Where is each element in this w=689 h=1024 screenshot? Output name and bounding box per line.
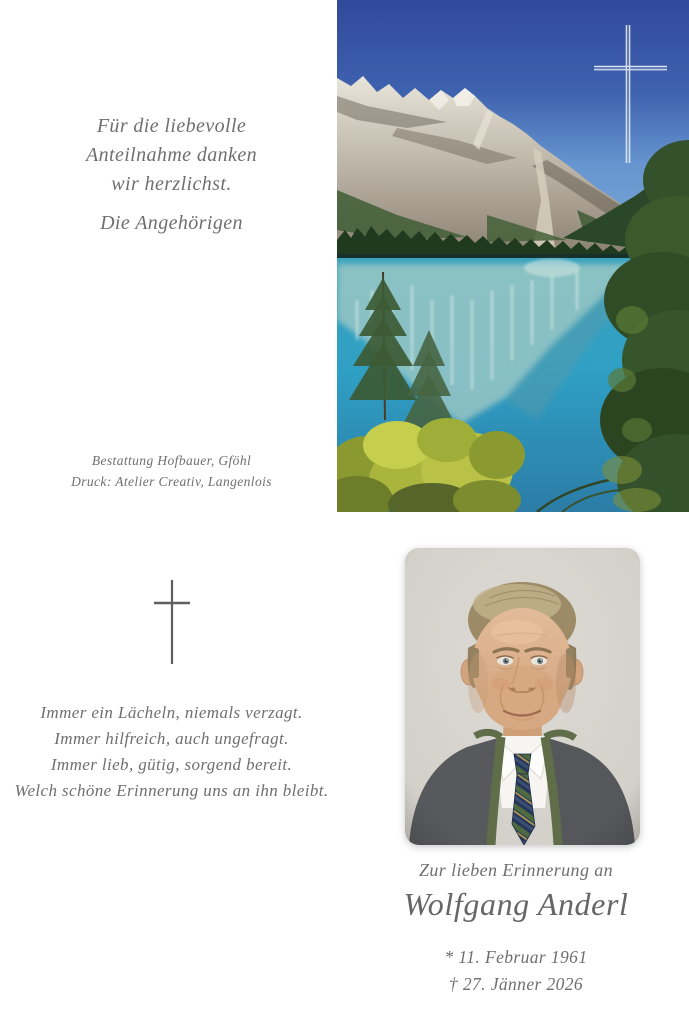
poem-block <box>0 700 343 804</box>
portrait-photo <box>405 548 640 845</box>
thanks-block <box>0 112 343 238</box>
lake-scene <box>337 0 689 512</box>
poem-line: Immer lieb, gütig, sorgend bereit. <box>50 755 293 774</box>
death-date: † 27. Jänner 2026 <box>448 974 584 994</box>
poem-line: Immer ein Lächeln, niemals verzagt. <box>40 703 303 722</box>
imprint-block <box>0 450 343 492</box>
thanks-line: Anteilnahme danken <box>85 144 258 166</box>
lake-photo <box>337 0 689 512</box>
portrait-scene <box>405 548 640 845</box>
memorial-block <box>347 860 685 998</box>
poem-line: Immer hilfreich, auch ungefragt. <box>54 729 289 748</box>
memorial-intro: Zur lieben Erinnerung an <box>418 860 614 880</box>
thanks-line: wir herzlichst. <box>111 173 232 195</box>
thanks-signature: Die Angehörigen <box>100 212 243 234</box>
memorial-cross-icon <box>152 576 192 668</box>
deceased-name: Wolfgang Anderl <box>403 886 629 922</box>
thanks-line: Für die liebevolle <box>96 115 247 137</box>
life-dates <box>347 944 685 998</box>
imprint-line: Bestattung Hofbauer, Gföhl <box>91 453 252 468</box>
birth-date: * 11. Februar 1961 <box>444 947 588 967</box>
poem-line: Welch schöne Erinnerung uns an ihn bleibt. <box>14 781 329 800</box>
imprint-line: Druck: Atelier Creativ, Langenlois <box>71 474 272 489</box>
